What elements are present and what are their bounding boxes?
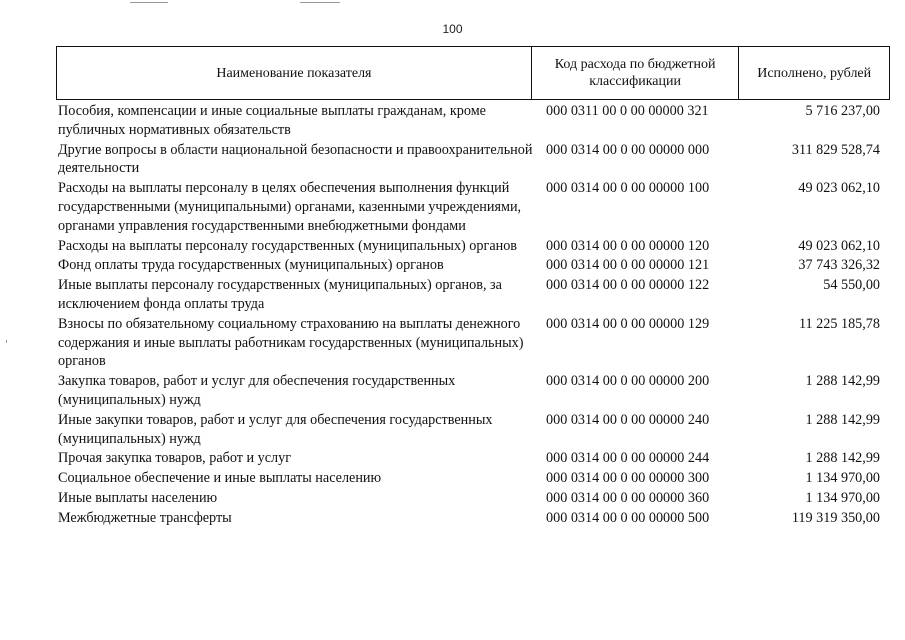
row-amount: 311 829 528,74 [791,141,880,158]
row-amount: 49 023 062,10 [798,237,880,254]
table-row [56,372,890,410]
row-code: 000 0314 00 0 00 00000 121 [546,257,710,274]
row-name: Иные выплаты персоналу государственных (муниципальных) органов, за исключением фонда оплаты труда [58,277,502,312]
row-code: 000 0314 00 0 00 00000 000 [546,141,710,158]
page-number: 100 [442,22,463,36]
table-row [56,509,890,528]
row-code: 000 0314 00 0 00 00000 360 [546,489,710,506]
table-row [56,469,890,488]
header-executed: Исполнено, рублей [757,65,872,81]
row-amount: 5 716 237,00 [805,103,880,119]
scan-artifact-left [6,340,7,343]
row-name: Пособия, компенсации и иные социальные выплаты гражданам, кроме публичных нормативных обязательств [58,103,486,138]
row-amount: 49 023 062,10 [798,180,880,197]
row-amount: 119 319 350,00 [791,509,880,526]
row-name: Социальное обеспечение и иные выплаты населению [58,470,382,487]
row-code: 000 0314 00 0 00 00000 240 [546,411,710,428]
row-code: 000 0314 00 0 00 00000 300 [546,470,710,487]
row-name: Взносы по обязательному социальному страхованию на выплаты денежного содержания и иные выплаты работникам государственных (муниципальных) органов [58,315,524,370]
row-amount: 54 550,00 [823,277,880,294]
table-row [56,102,890,140]
row-amount: 1 134 970,00 [805,470,880,487]
table-header [56,46,890,100]
row-amount: 37 743 326,32 [798,257,880,274]
row-name: Иные выплаты населению [58,489,218,506]
row-code: 000 0314 00 0 00 00000 200 [546,373,710,390]
table-row [56,179,890,235]
header-name: Наименование показателя [57,47,532,99]
row-code: 000 0314 00 0 00 00000 500 [546,509,710,526]
row-amount: 1 288 142,99 [805,450,880,467]
table-row [56,256,890,275]
table-row [56,411,890,449]
table-row [56,237,890,256]
budget-table [56,46,890,529]
row-code: 000 0314 00 0 00 00000 129 [546,315,710,332]
row-name: Межбюджетные трансферты [58,509,232,526]
row-name: Расходы на выплаты персоналу в целях обеспечения выполнения функций государственными (муниципальными) органами, казенными учреждениями, органами управления государственными внебюджетными фондами [58,180,522,234]
table-body [56,102,890,528]
row-code: 000 0314 00 0 00 00000 244 [546,450,710,467]
row-name: Иные закупки товаров, работ и услуг для обеспечения государственных (муниципальных) нужд [58,411,493,447]
row-name: Прочая закупка товаров, работ и услуг [58,450,292,467]
row-amount: 1 288 142,99 [805,373,880,390]
scan-artifact-top [300,2,340,3]
table-row [56,276,890,314]
row-amount: 1 134 970,00 [805,489,880,506]
table-row [56,141,890,179]
scan-artifact-top [130,2,168,3]
row-code: 000 0314 00 0 00 00000 120 [546,237,710,254]
row-name: Другие вопросы в области национальной безопасности и правоохранительной деятельности [58,141,533,177]
table-row [56,315,890,371]
header-code: Код расхода по бюджетной классификации [532,47,740,99]
row-code: 000 0314 00 0 00 00000 100 [546,180,710,197]
row-amount: 1 288 142,99 [805,411,880,428]
row-name: Расходы на выплаты персоналу государственных (муниципальных) органов [58,237,517,254]
row-name: Фонд оплаты труда государственных (муниципальных) органов [58,257,444,274]
row-code: 000 0314 00 0 00 00000 122 [546,277,710,294]
table-row [56,489,890,508]
table-row [56,449,890,468]
row-amount: 11 225 185,78 [798,315,880,332]
row-name: Закупка товаров, работ и услуг для обеспечения государственных (муниципальных) нужд [58,373,456,408]
row-code: 000 0311 00 0 00 00000 321 [546,103,709,119]
